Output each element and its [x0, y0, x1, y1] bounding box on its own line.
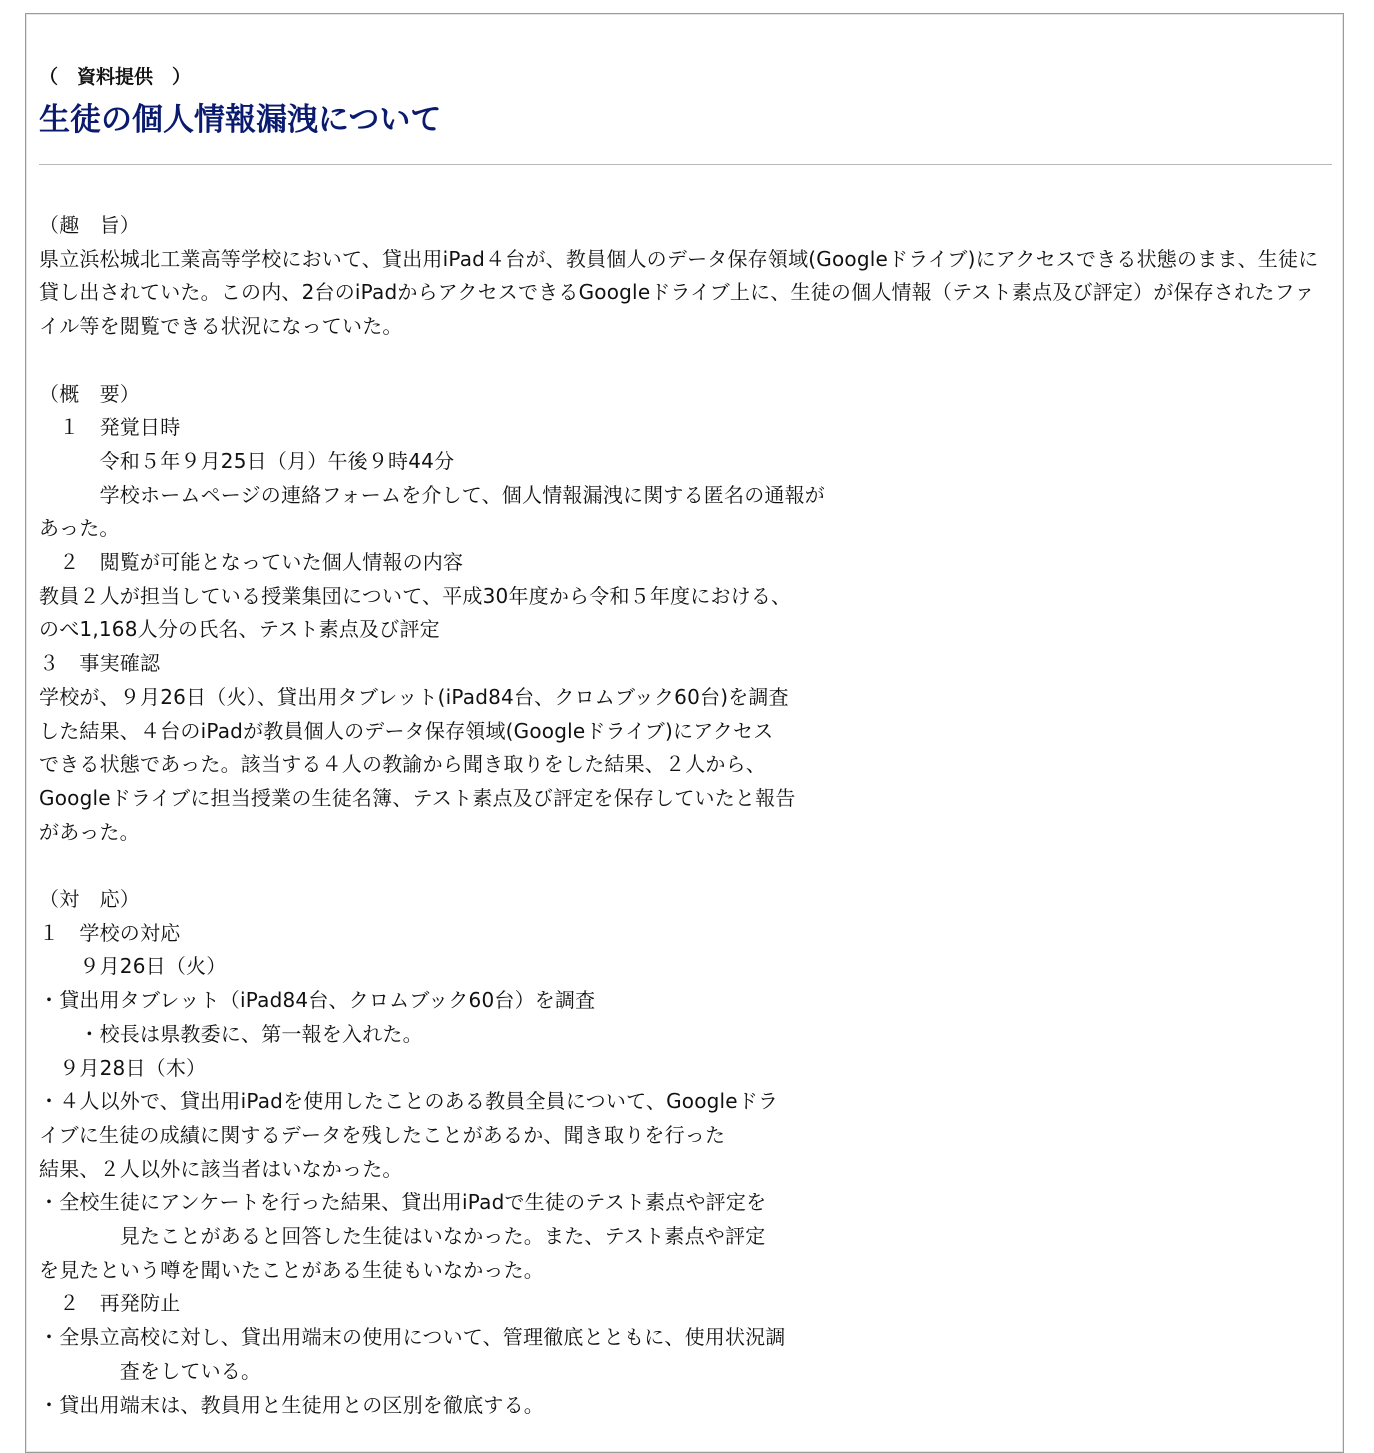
press-release-label: （ 資料提供 ）: [39, 66, 192, 88]
spacer: [39, 849, 1332, 883]
overview-line: 令和５年９月25日（月）午後９時44分: [39, 448, 455, 473]
response-line: 見たことがあると回答した生徒はいなかった。また、テスト素点や評定: [39, 1224, 766, 1249]
response-line: イブに生徒の成績に関するデータを残したことがあるか、聞き取りを行った: [39, 1122, 726, 1147]
response-line: ２ 再発防止: [39, 1291, 181, 1316]
response-line: ９月28日（木）: [39, 1055, 207, 1080]
overview-line: Googleドライブに担当授業の生徒名簿、テスト素点及び評定を保存していたと報告: [39, 785, 796, 810]
overview-line: ２ 閲覧が可能となっていた個人情報の内容: [39, 550, 464, 575]
overview-line: 学校ホームページの連絡フォームを介して、個人情報漏洩に関する匿名の通報が: [39, 482, 825, 507]
overview-line: があった。: [39, 819, 140, 844]
response-line: 結果、２人以外に該当者はいなかった。: [39, 1156, 403, 1181]
overview-line: できる状態であった。該当する４人の教諭から聞き取りをした結果、２人から、: [39, 752, 766, 777]
document-content: [39, 64, 1332, 1422]
response-line: ・校長は県教委に、第一報を入れた。: [39, 1021, 423, 1046]
overview-line: 教員２人が担当している授業集団について、平成30年度から令和５年度における、: [39, 583, 792, 608]
spacer: [39, 344, 1332, 378]
page-title: 生徒の個人情報漏洩について: [39, 102, 442, 138]
overview-line: ３ 事実確認: [39, 651, 161, 676]
document-frame: [25, 13, 1344, 1453]
title-divider: [39, 164, 1332, 165]
overview-heading: （概 要）: [39, 381, 140, 406]
response-line: ・４人以外で、貸出用iPadを使用したことのある教員全員について、Googleドラ: [39, 1089, 779, 1114]
response-line: ・全校生徒にアンケートを行った結果、貸出用iPadで生徒のテスト素点や評定を: [39, 1190, 767, 1215]
overview-line: した結果、４台のiPadが教員個人のデータ保存領域(Googleドライブ)にアクセス: [39, 718, 774, 743]
response-line: ・全県立高校に対し、貸出用端末の使用について、管理徹底とともに、使用状況調: [39, 1325, 786, 1350]
gist-heading: （趣 旨）: [39, 213, 140, 237]
response-line: １ 学校の対応: [39, 920, 181, 945]
overview-line: 学校が、９月26日（火）、貸出用タブレット(iPad84台、クロムブック60台)を調査: [39, 684, 789, 709]
response-line: 査をしている。: [39, 1358, 262, 1383]
overview-line: １ 発覚日時: [39, 415, 181, 440]
overview-line: のべ1,168人分の氏名、テスト素点及び評定: [39, 617, 440, 642]
gist-text: 県立浜松城北工業高等学校において、貸出用iPad４台が、教員個人のデータ保存領域(Googleドライブ)にアクセスできる状態のまま、生徒に貸し出されていた。この内、2台のiPadからアクセスできるGoogleドライブ上に、生徒の個人情報（テスト素点及び評定）が保存されたファイル等を閲覧できる状況になっていた。: [39, 246, 1319, 339]
overview-line: あった。: [39, 516, 120, 541]
document-body: [39, 209, 1332, 1422]
response-heading: （対 応）: [39, 887, 140, 912]
response-line: ・貸出用端末は、教員用と生徒用との区別を徹底する。: [39, 1392, 544, 1417]
response-line: を見たという噂を聞いたことがある生徒もいなかった。: [39, 1257, 544, 1282]
response-line: ９月26日（火）: [39, 954, 227, 979]
response-line: ・貸出用タブレット（iPad84台、クロムブック60台）を調査: [39, 988, 596, 1013]
